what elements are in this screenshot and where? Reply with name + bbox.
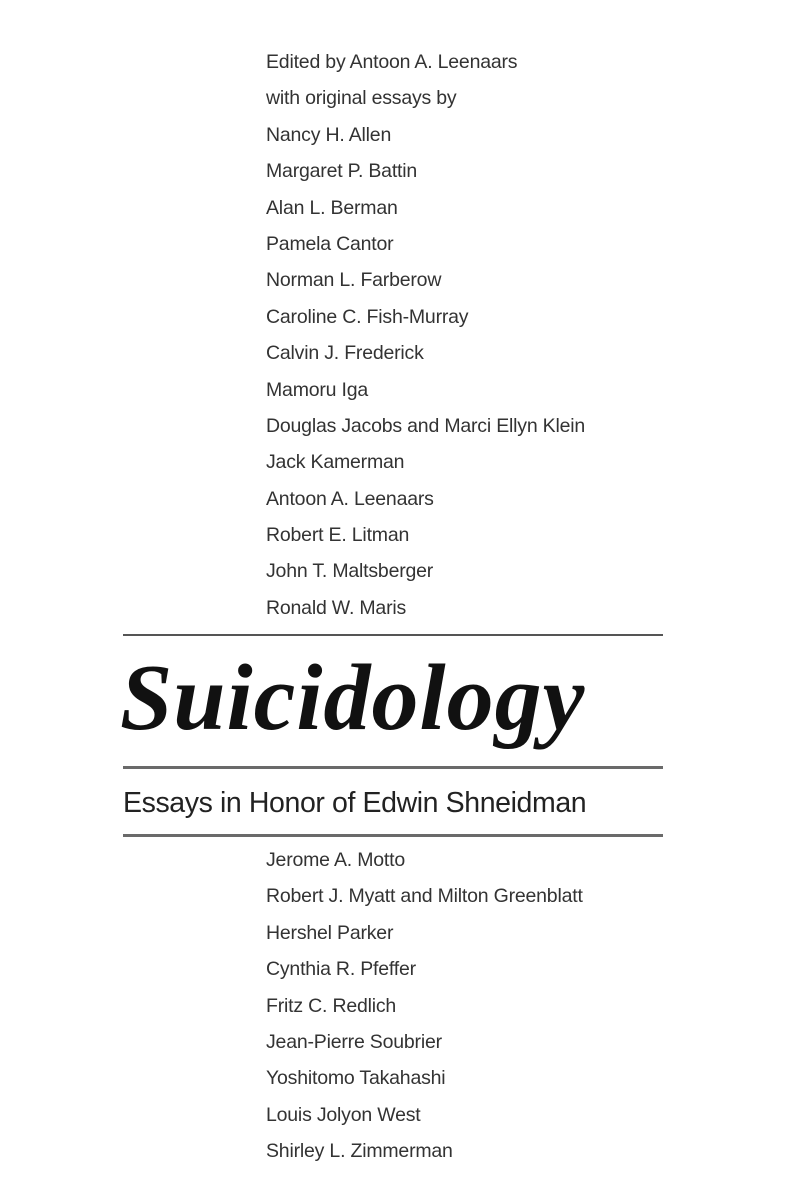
contributors-list-bottom — [266, 842, 583, 1170]
contributor-name: Mamoru Iga — [266, 378, 369, 401]
divider-rule-top — [123, 634, 663, 636]
contributor-name: Margaret P. Battin — [266, 160, 418, 183]
contributor-name: Douglas Jacobs and Marci Ellyn Klein — [266, 414, 586, 437]
editor-line: Edited by Antoon A. Leenaars — [266, 51, 518, 73]
contributor-name: Fritz C. Redlich — [266, 994, 397, 1017]
contributor-name: Caroline C. Fish-Murray — [266, 305, 469, 328]
contributor-name: Hershel Parker — [266, 921, 394, 944]
book-title: Suicidology — [120, 646, 586, 750]
contributor-name: Nancy H. Allen — [266, 123, 392, 146]
contributor-name: Cynthia R. Pfeffer — [266, 958, 416, 981]
contributor-name: Jack Kamerman — [266, 451, 405, 474]
contributor-name: Ronald W. Maris — [266, 596, 407, 619]
divider-rule-bottom — [123, 834, 663, 837]
essays-intro-line: with original essays by — [266, 87, 457, 110]
divider-rule-middle — [123, 766, 663, 769]
contributor-name: Shirley L. Zimmerman — [266, 1140, 453, 1163]
contributor-name: Yoshitomo Takahashi — [266, 1067, 446, 1090]
contributor-name: Pamela Cantor — [266, 232, 394, 255]
book-subtitle: Essays in Honor of Edwin Shneidman — [123, 787, 587, 819]
contributor-name: Robert J. Myatt and Milton Greenblatt — [266, 885, 583, 908]
contributor-name: John T. Maltsberger — [266, 560, 434, 583]
contributor-name: Louis Jolyon West — [266, 1103, 421, 1126]
contributor-name: Jerome A. Motto — [266, 849, 405, 871]
contributor-name: Alan L. Berman — [266, 196, 398, 219]
contributor-name: Norman L. Farberow — [266, 269, 442, 292]
contributor-name: Calvin J. Frederick — [266, 342, 424, 365]
contributor-name: Antoon A. Leenaars — [266, 487, 434, 510]
contributor-name: Jean-Pierre Soubrier — [266, 1030, 442, 1053]
contributor-name: Robert E. Litman — [266, 524, 410, 547]
contributors-list-top — [266, 44, 585, 626]
